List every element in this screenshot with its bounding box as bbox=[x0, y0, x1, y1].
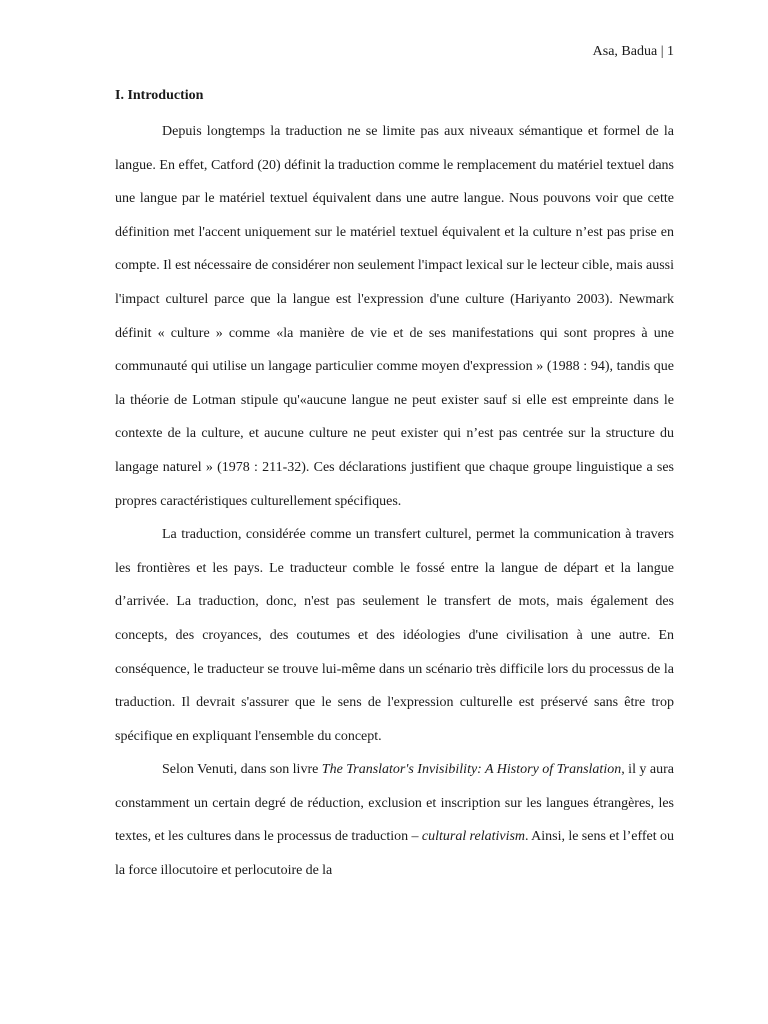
paragraph-1: Depuis longtemps la traduction ne se limite pas aux niveaux sémantique et formel de la langue. En effet, Catford (20) définit la traduction comme le remplacement du matériel textuel dans une langue par le matériel textuel équivalent dans une autre langue. Nous pouvons voir que cette définition met l'accent uniquement sur le matériel textuel équivalent et la culture n’est pas prise en compte. Il est nécessaire de considérer non seulement l'impact lexical sur le lecteur cible, mais aussi l'impact culturel parce que la langue est l'expression d'une culture (Hariyanto 2003). Newmark définit « culture » comme «la manière de vie et de ses manifestations qui sont propres à une communauté qui utilise un langage particulier comme moyen d'expression » (1988 : 94), tandis que la théorie de Lotman stipule qu'«aucune langue ne peut exister sauf si elle est empreinte dans le contexte de la culture, et aucune culture ne peut exister qui n’est pas centrée sur la structure du langage naturel » (1978 : 211-32). Ces déclarations justifient que chaque groupe linguistique a ses propres caractéristiques culturellement spécifiques. bbox=[115, 124, 674, 509]
section-heading: I. Introduction bbox=[115, 88, 204, 103]
paragraph-3-text-after: . Ainsi, le sens et l’effet ou la force illocutoire et perlocutoire de la bbox=[115, 829, 675, 879]
paragraph-3 bbox=[115, 753, 674, 887]
book-title: The Translator's Invisibility: A History of Translation bbox=[321, 762, 622, 778]
italic-term: cultural relativism bbox=[421, 829, 526, 845]
paragraph-2: La traduction, considérée comme un transfert culturel, permet la communication à travers les frontières et les pays. Le traducteur comble le fossé entre la langue de départ et la langue d’arrivée. La traduction, donc, n'est pas seulement le transfert de mots, mais également des concepts, des croyances, des coutumes et des idéologies d'une civilisation à une autre. En conséquence, le traducteur se trouve lui-même dans un scénario très difficile lors du processus de la traduction. Il devrait s'assurer que le sens de l'expression culturelle est préservé sans être trop spécifique en expliquant l'ensemble du concept. bbox=[115, 527, 674, 744]
paragraph-3-text-before: Selon Venuti, dans son livre bbox=[162, 762, 322, 778]
running-header: Asa, Badua | 1 bbox=[592, 44, 674, 59]
paragraph-3-text-middle: , il y aura constamment un certain degré de réduction, exclusion et inscription sur les langues étrangères, les textes, et les cultures dans le processus de traduction – bbox=[115, 762, 674, 845]
document-body bbox=[115, 87, 674, 888]
